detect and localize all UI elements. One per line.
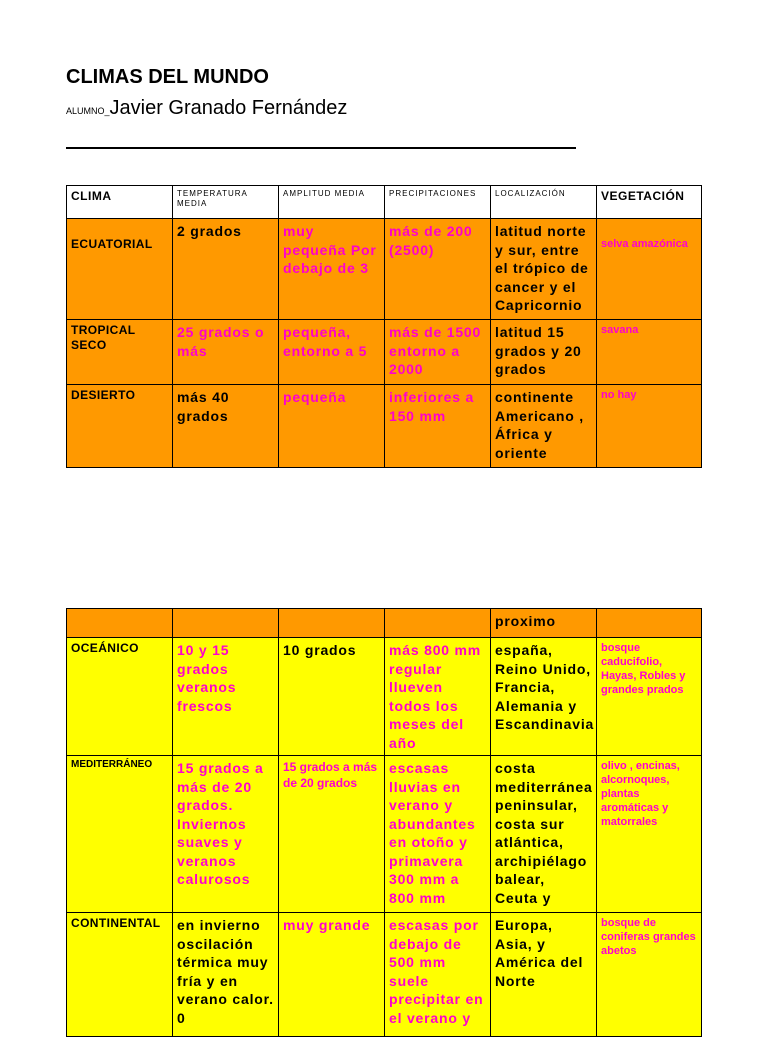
climate-name-cell: DESIERTO [67,385,173,468]
header-cell [67,609,173,638]
table-cell: más 40 grados [173,385,279,468]
table-cell: selva amazónica [597,219,702,320]
table-cell: 25 grados o más [173,320,279,385]
table-cell: 15 grados a más de 20 grados [279,756,385,913]
header-cell [385,609,491,638]
table-cell: muy pequeña Por debajo de 3 [279,219,385,320]
table-row [67,756,702,913]
climate-name-cell: TROPICAL SECO [67,320,173,385]
table-row [67,913,702,1037]
climate-name-cell: OCEÁNICO [67,638,173,756]
table-row [67,320,702,385]
header-cell [173,609,279,638]
header-cell: CLIMA [67,186,173,219]
document-title: CLIMAS DEL MUNDO [66,66,269,88]
table-cell: muy grande [279,913,385,1037]
climate-name-cell: ECUATORIAL [67,219,173,320]
header-cell [597,609,702,638]
header-cell: AMPLITUD MEDIA [279,186,385,219]
student-line [66,97,347,120]
table-cell: españa, Reino Unido, Francia, Alemania y Escandinavia [491,638,597,756]
table-cell: continente Americano , África y oriente [491,385,597,468]
header-cell: VEGETACIÓN [597,186,702,219]
table-cell: inferiores a 150 mm [385,385,491,468]
header-cell: proximo [491,609,597,638]
table-cell: más de 200 (2500) [385,219,491,320]
table-cell: olivo , encinas, alcornoques, plantas aromáticas y matorrales [597,756,702,913]
table-cell: 15 grados a más de 20 grados. Inviernos suaves y veranos calurosos [173,756,279,913]
table-cell: 10 grados [279,638,385,756]
table-cell: pequeña, entorno a 5 [279,320,385,385]
table-cell: Europa, Asia, y América del Norte [491,913,597,1037]
climate-name-cell: MEDITERRÁNEO [67,756,173,913]
table-row [67,219,702,320]
table-cell: latitud norte y sur, entre el trópico de cancer y el Capricornio [491,219,597,320]
table-cell: en invierno oscilación térmica muy fría y en verano calor. 0 [173,913,279,1037]
table-cell: pequeña [279,385,385,468]
table-header-row [67,609,702,638]
table-cell: latitud 15 grados y 20 grados [491,320,597,385]
table-header-row [67,186,702,219]
climate-name-cell: CONTINENTAL [67,913,173,1037]
table-cell: costa mediterránea peninsular, costa sur atlántica, archipiélago balear, Ceuta y [491,756,597,913]
climate-table-1 [66,185,702,468]
table-row [67,385,702,468]
table-cell: 2 grados [173,219,279,320]
table-cell: bosque de coniferas grandes abetos [597,913,702,1037]
table-cell: bosque caducifolio, Hayas, Robles y grandes prados [597,638,702,756]
table-row [67,638,702,756]
header-cell: TEMPERATURA MEDIA [173,186,279,219]
table-cell: más de 1500 entorno a 2000 [385,320,491,385]
student-label: ALUMNO_ [66,106,110,116]
table-cell: 10 y 15 grados veranos frescos [173,638,279,756]
header-cell: LOCALIZACIÓN [491,186,597,219]
table-cell: no hay [597,385,702,468]
climate-table-2 [66,608,702,1037]
header-cell: PRECIPITACIONES [385,186,491,219]
header-cell [279,609,385,638]
table-cell: escasas por debajo de 500 mm suele precipitar en el verano y [385,913,491,1037]
table-cell: más 800 mm regular llueven todos los meses del año [385,638,491,756]
student-name: Javier Granado Fernández [109,97,348,119]
title-rule [66,147,576,149]
table-cell: escasas lluvias en verano y abundantes en otoño y primavera 300 mm a 800 mm [385,756,491,913]
table-cell: savana [597,320,702,385]
